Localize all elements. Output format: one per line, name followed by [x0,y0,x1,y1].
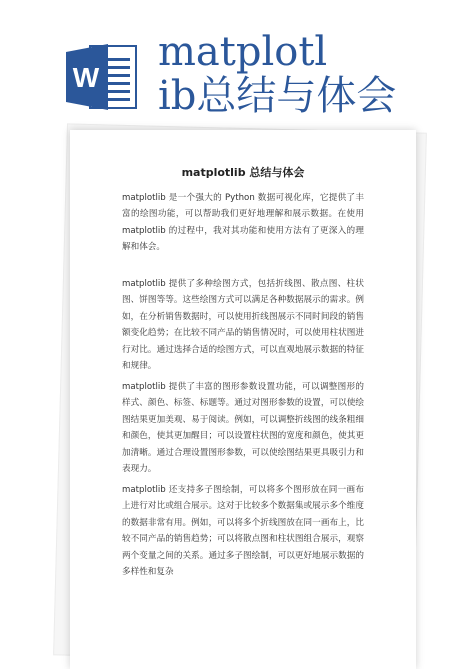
document-title: matplotlib 总结与体会 [181,166,305,179]
document-page [70,130,416,669]
paragraph: matplotlib 提供了多种绘图方式，包括折线图、散点图、柱状图、饼图等等。这些绘图方式可以满足各种数据展示的需求。例如，在分析销售数据时，可以使用折线图展示不同时间段的销售额变化趋势；在比较不同产品的销售情况时，可以使用柱状图进行对比。通过选择合适的绘图方式，可以直观地展示数据的特征和规律。 [122,279,364,372]
paragraph: matplotlib 还支持多子图绘制，可以将多个图形放在同一画布上进行对比或组合展示。这对于比较多个数据集或展示多个维度的数据非常有用。例如，可以将多个折线图放在同一画布上，比较不同产品的销售趋势；可以将散点图和柱状图组合展示，观察两个变量之间的关系。通过多子图绘制，可以更好地展示数据的多样性和复杂 [122,485,364,578]
paragraph: matplotlib 是一个强大的 Python 数据可视化库，它提供了丰富的绘图功能，可以帮助我们更好地理解和展示数据。在使用 matplotlib 的过程中，我对其功能和使用方法有了更深入的理解和体会。 [122,193,364,253]
paragraph: matplotlib 提供了丰富的图形参数设置功能，可以调整图形的样式、颜色、标签、标题等。通过对图形参数的设置，可以使绘图结果更加美观、易于阅读。例如，可以调整折线图的线条粗细和颜色，使其更加醒目；可以设置柱状图的宽度和颜色，使其更加清晰。通过合理设置图形参数，可以使绘图结果更具吸引力和表现力。 [122,382,364,475]
banner-title-line-2: ib总结与体会 [158,73,397,119]
banner-title-line-1: matplotl [158,29,328,75]
banner-title [158,30,458,118]
word-icon-letter: W [72,62,100,93]
word-document-icon [66,42,140,112]
header-banner [0,0,474,120]
